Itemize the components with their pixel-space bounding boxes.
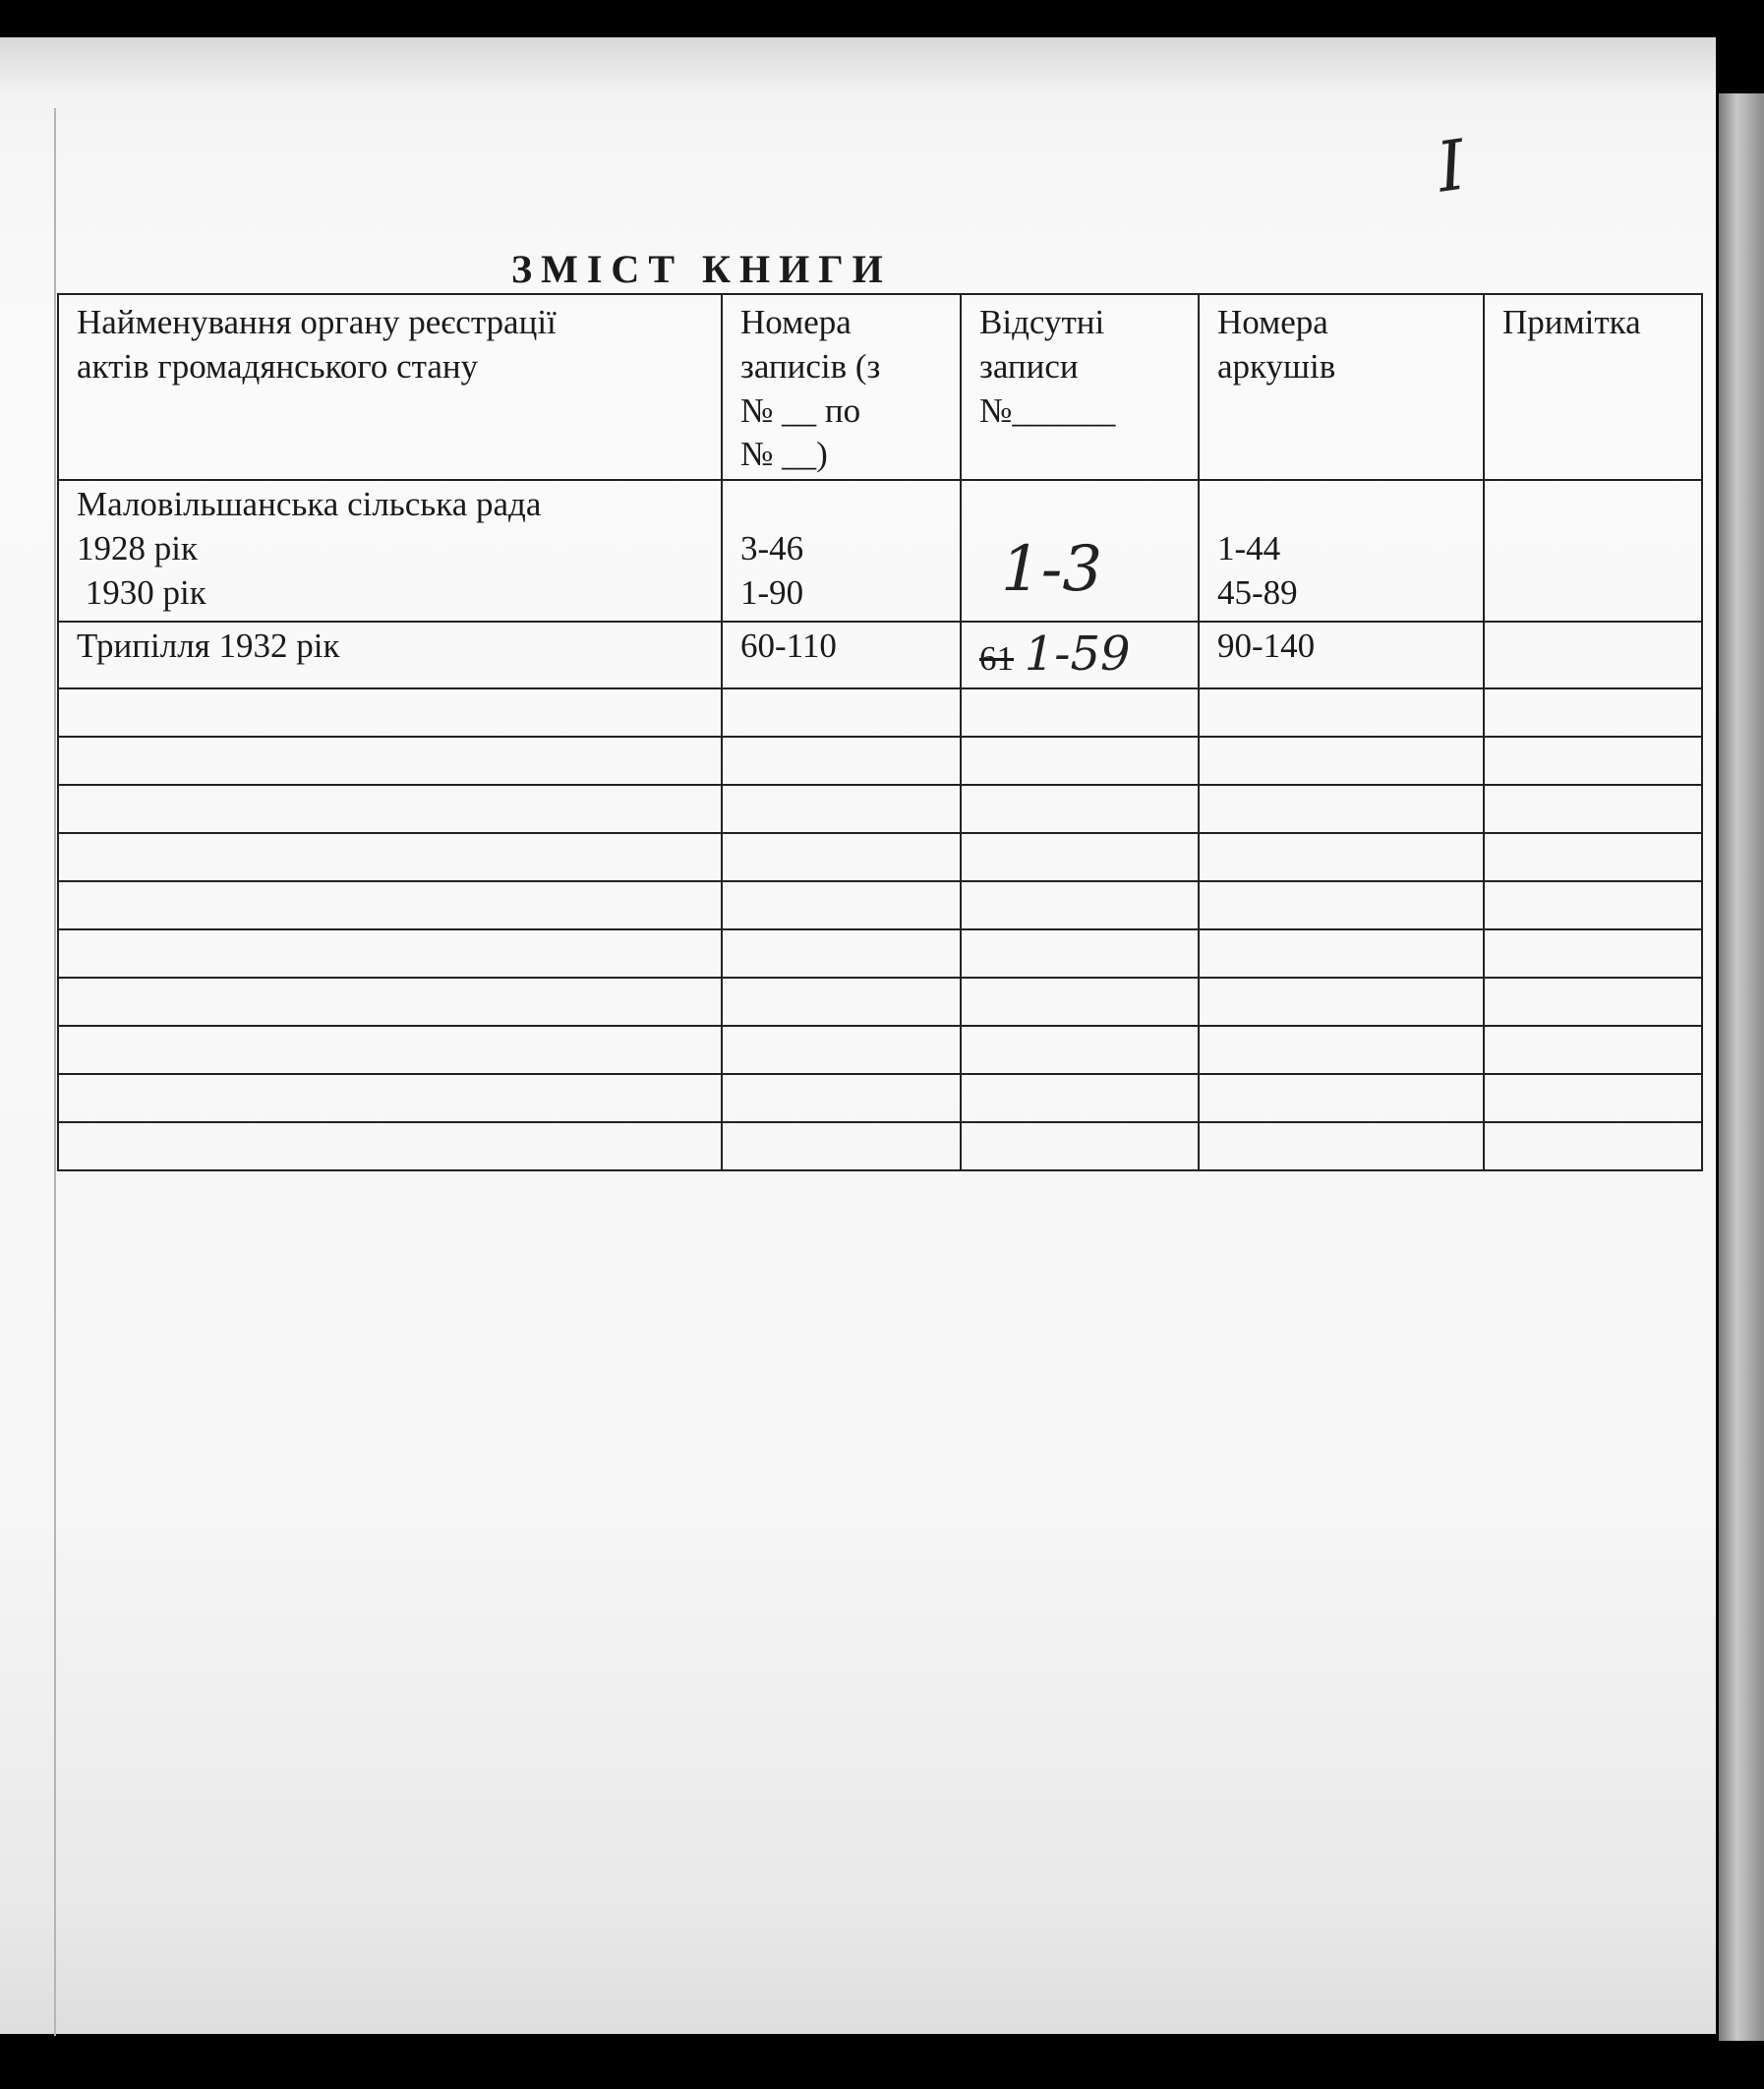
header-sheet-numbers: Номера аркушів [1199, 294, 1484, 480]
row-record-numbers: 60-110 [722, 622, 961, 687]
row-note [1484, 480, 1702, 622]
empty-row [58, 1122, 1702, 1170]
row-sheet-numbers: 90-140 [1199, 622, 1484, 687]
row-missing-records [961, 480, 1199, 622]
header-record-numbers: Номера записів (з № __ по № __) [722, 294, 961, 480]
empty-row [58, 929, 1702, 978]
row-note [1484, 622, 1702, 687]
corner-mark: I [1432, 124, 1471, 209]
table-row [58, 480, 1702, 622]
row-sheet-numbers: 1-44 45-89 [1199, 480, 1484, 622]
contents-table [57, 293, 1703, 1171]
empty-row [58, 688, 1702, 737]
empty-row [58, 1026, 1702, 1074]
empty-row [58, 833, 1702, 881]
empty-row [58, 1074, 1702, 1122]
empty-row [58, 881, 1702, 929]
page-title: ЗМІСТ КНИГИ [511, 247, 892, 291]
row-registry-organ: Маловільшанська сільська рада 1928 рік 1930 рік [58, 480, 722, 622]
header-registry-organ: Найменування органу реєстрації актів громадянського стану [58, 294, 722, 480]
row-registry-organ: Трипілля 1932 рік [58, 622, 722, 687]
empty-row [58, 785, 1702, 833]
header-note: Примітка [1484, 294, 1702, 480]
empty-row [58, 978, 1702, 1026]
struck-number: 61 [979, 639, 1014, 679]
table-row [58, 622, 1702, 687]
handwritten-missing: 1-59 [1024, 627, 1131, 683]
handwritten-missing: 1-3 [1001, 533, 1103, 607]
table-header-row [58, 294, 1702, 480]
row-record-numbers: 3-46 1-90 [722, 480, 961, 622]
row-missing-records [961, 622, 1199, 687]
empty-row [58, 737, 1702, 785]
page-edge [1719, 93, 1764, 2041]
binding-line [54, 108, 56, 2036]
header-missing-records: Відсутні записи №______ [961, 294, 1199, 480]
